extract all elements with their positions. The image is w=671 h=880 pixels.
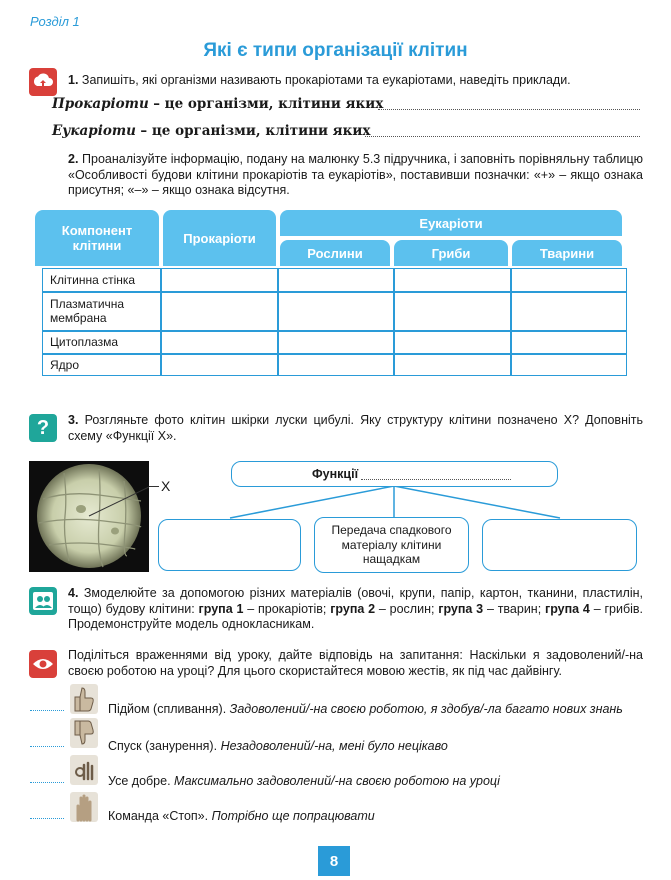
function-box-center: Передача спадкового матеріалу клітини нащадкам (314, 517, 469, 573)
function-box-right[interactable] (482, 519, 637, 571)
people-icon (29, 587, 57, 615)
photo-label-x: Х (161, 478, 171, 494)
table-row-label: Клітинна стінка (50, 273, 136, 287)
answer-dots[interactable] (30, 782, 64, 783)
function-box-left[interactable] (158, 519, 301, 571)
ok-hand-icon (70, 755, 98, 785)
reflection-text: Поділіться враженнями від уроку, дайте відповідь на запитання: Наскільки я задоволений/-на своєю роботою на уроці? Для цього скористайтеся мовою жестів, як під час дайвінгу. (68, 648, 643, 678)
definition-eukaryotes: Еукаріоти – це організми, клітини яких (52, 123, 371, 139)
table-row-label: Плазматична мембрана (50, 297, 125, 325)
thumb-up-icon (70, 684, 98, 714)
header-eukaryotes: Еукаріоти (280, 210, 622, 236)
upload-icon (29, 68, 57, 96)
answer-dots[interactable] (30, 818, 64, 819)
page-number: 8 (318, 846, 350, 876)
thumb-down-icon (70, 718, 98, 748)
header-fungi: Гриби (394, 240, 508, 266)
task1-text: 1. Запишіть, які організми називають прокаріотами та еукаріотами, наведіть приклади. (68, 73, 571, 87)
question-icon: ? (29, 414, 57, 442)
gesture-item: Спуск (занурення). Незадоволений/-на, мені було нецікаво (108, 739, 448, 753)
stop-hand-icon (70, 792, 98, 822)
task2-text: 2. Проаналізуйте інформацію, подану на малюнку 5.3 підручника, і заповніть порівняльну таблицю «Особливості будови клітини прокаріотів та еукаріотів», поставивши позначки: «+» – якщо ознака присутня; «–» – якщо ознака відсутня. (68, 152, 643, 197)
gesture-item: Команда «Стоп». Потрібно ще попрацювати (108, 809, 375, 823)
task4-text: 4. Змоделюйте за допомогою різних матеріалів (овочі, крупи, папір, картон, тканини, пластилін, тощо) будову клітини: група 1 – прокаріотів; група 2 – рослин; група 3 – тварин; група 4 – грибів. Продемонструйте модель однокласникам. (68, 586, 643, 631)
definition-prokaryotes: Прокаріоти – це організми, клітини яких (52, 96, 384, 112)
functions-box: Функції (231, 461, 558, 487)
section-label: Розділ 1 (30, 14, 80, 29)
header-animals: Тварини (512, 240, 622, 266)
table-row-label: Цитоплазма (50, 335, 119, 349)
table-row-label: Ядро (50, 358, 80, 372)
onion-cells-photo (29, 461, 149, 572)
answer-line-eukaryotes[interactable] (365, 136, 640, 137)
page-title: Які є типи організації клітин (203, 40, 468, 61)
header-component: Компонент клітини (35, 210, 159, 266)
header-plants: Рослини (280, 240, 390, 266)
answer-line-prokaryotes[interactable] (378, 109, 640, 110)
answer-dots[interactable] (30, 746, 64, 747)
functions-answer-line[interactable] (361, 479, 511, 480)
gesture-item: Усе добре. Максимально задоволений/-на своєю роботою на уроці (108, 774, 500, 788)
answer-dots[interactable] (30, 710, 64, 711)
task3-text: 3. Розгляньте фото клітин шкірки луски цибулі. Яку структуру клітини позначено Х? Доповніть схему «Функції Х». (68, 413, 643, 443)
header-prokaryotes: Прокаріоти (163, 210, 276, 266)
gesture-item: Підйом (спливання). Задоволений/-на своєю роботою, я здобув/-ла багато нових знань (108, 702, 623, 716)
eye-icon (29, 650, 57, 678)
